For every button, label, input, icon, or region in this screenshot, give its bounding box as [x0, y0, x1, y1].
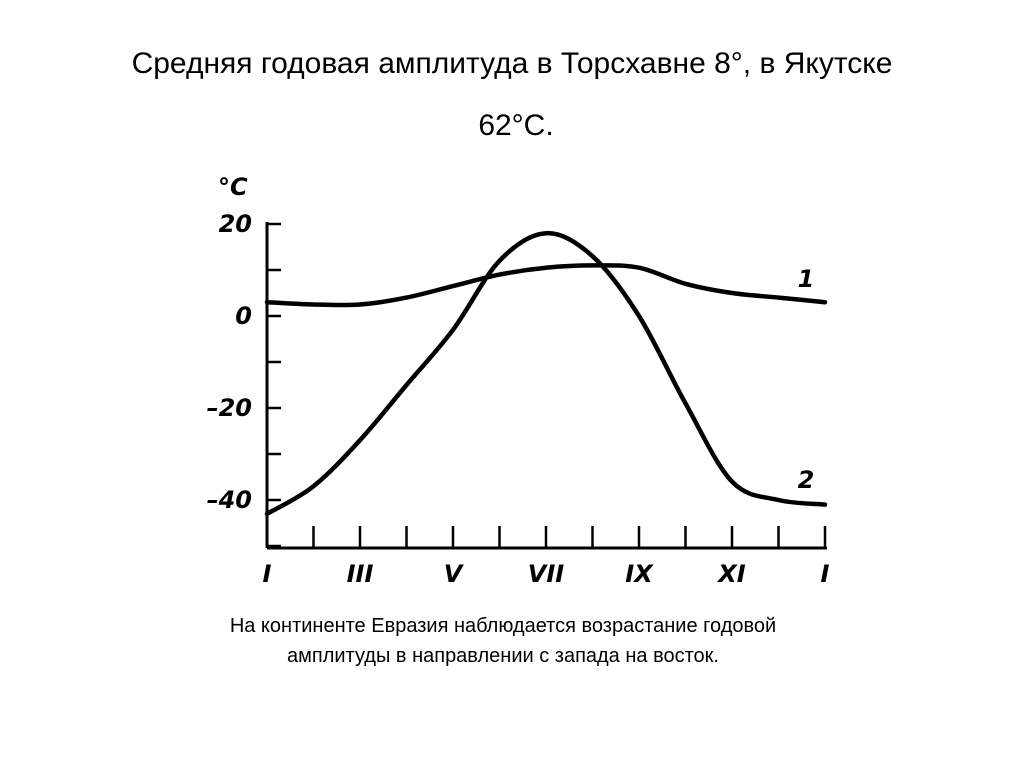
y-tick-label: 0 [235, 302, 252, 330]
y-tick-label: –20 [206, 394, 252, 422]
title-line-2: 62°С. [478, 109, 554, 142]
title-line-1: Средняя годовая амплитуда в Торсхавне 8°, в Якутске [131, 47, 893, 80]
series-line-2 [267, 233, 825, 514]
x-tick-label: XI [718, 560, 746, 588]
x-tick-label: I [820, 560, 830, 588]
series-label-2: 2 [797, 466, 815, 494]
series-line-1 [267, 265, 825, 305]
caption-line-2: амплитуды в направлении с запада на восток. [287, 645, 719, 667]
y-ticks [207, 210, 281, 546]
temperature-chart [0, 160, 1024, 600]
y-axis-unit-label: °С [218, 173, 248, 201]
x-tick-label: V [443, 560, 463, 588]
y-tick-label: –40 [206, 486, 252, 514]
x-tick-label: VII [527, 560, 565, 588]
series-label-1: 1 [797, 265, 815, 293]
caption-line-1: На континенте Евразия наблюдается возрастание годовой [229, 615, 777, 637]
y-tick-label: 20 [218, 210, 252, 238]
x-tick-label: IX [625, 560, 653, 588]
series-lines [267, 233, 825, 514]
x-tick-label: I [262, 560, 272, 588]
x-ticks [263, 526, 830, 588]
x-tick-label: III [346, 560, 374, 588]
